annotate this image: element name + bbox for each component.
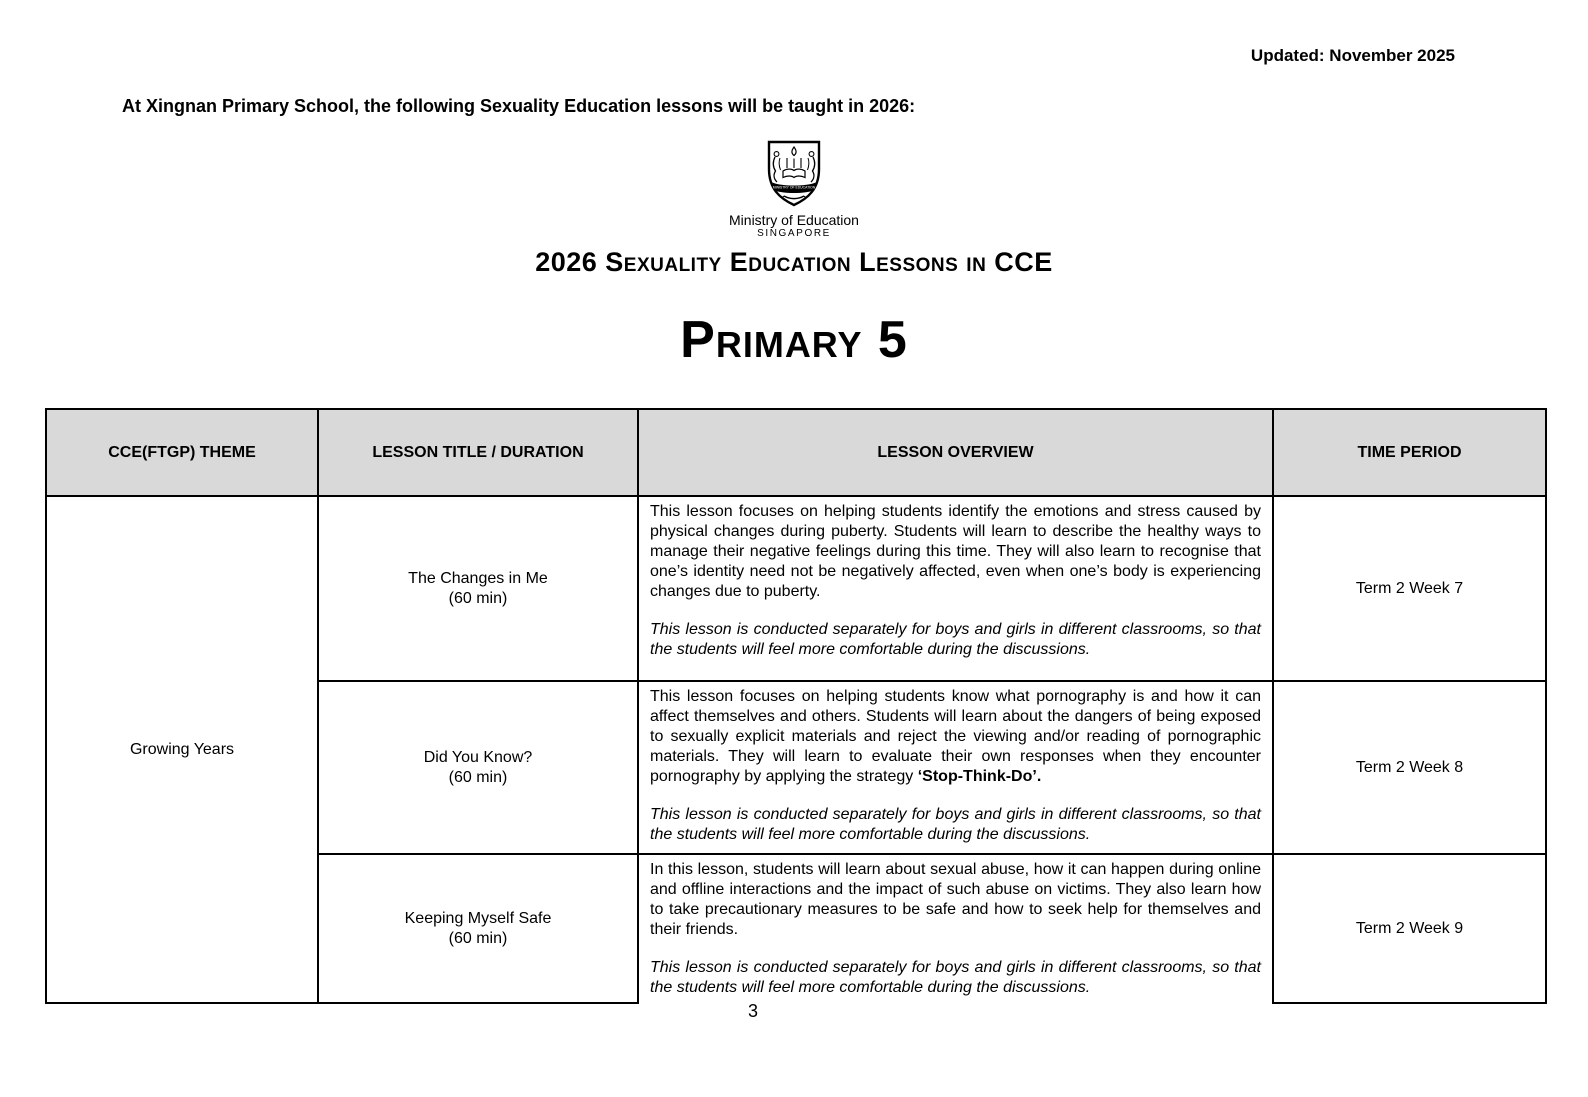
lesson-title-cell xyxy=(318,496,638,681)
page-number: 3 xyxy=(747,1001,758,1021)
overview-text xyxy=(650,860,1261,940)
overview-body: This lesson focuses on helping students identify the emotions and stress caused by physical changes during puberty. Students will learn to describe the healthy ways to manage their negative feelings during this time. They will also learn to recognise that one’s identity need not be negatively affected, even when one’s body is experiencing changes due to puberty. xyxy=(650,503,1261,600)
header-theme: CCE(FTGP) THEME xyxy=(46,409,318,496)
lesson-duration: (60 min) xyxy=(448,768,508,786)
time-period-cell: Term 2 Week 9 xyxy=(1273,854,1546,1003)
moe-crest-icon xyxy=(761,137,827,209)
overview-text xyxy=(650,687,1261,787)
time-period-cell: Term 2 Week 8 xyxy=(1273,681,1546,854)
table-header-row xyxy=(46,409,1546,496)
overview-bold: ‘Stop-Think-Do’. xyxy=(917,768,1042,785)
lesson-duration: (60 min) xyxy=(448,589,508,607)
updated-date: Updated: November 2025 xyxy=(1250,46,1455,65)
lesson-title-cell xyxy=(318,854,638,1003)
table-row xyxy=(46,496,1546,681)
lesson-title-cell xyxy=(318,681,638,854)
header-time-period: TIME PERIOD xyxy=(1273,409,1546,496)
overview-body: In this lesson, students will learn about sexual abuse, how it can happen during online and offline interactions and the impact of such abuse on victims. They also learn how to take precautionary measures to be safe and how to seek help for themselves and their friends. xyxy=(650,861,1261,938)
lesson-duration: (60 min) xyxy=(448,929,508,947)
overview-note: This lesson is conducted separately for boys and girls in different classrooms, so that the students will feel more comfortable during the discussions. xyxy=(650,806,1261,843)
crest-banner-text: MINISTRY OF EDUCATION xyxy=(772,185,816,190)
lesson-title: Did You Know? xyxy=(423,748,533,766)
header-lesson-title: LESSON TITLE / DURATION xyxy=(318,409,638,496)
header-lesson-overview: LESSON OVERVIEW xyxy=(638,409,1273,496)
overview-note: This lesson is conducted separately for boys and girls in different classrooms, so that the students will feel more comfortable during the discussions. xyxy=(650,959,1261,996)
lesson-title: The Changes in Me xyxy=(408,569,548,587)
overview-note: This lesson is conducted separately for boys and girls in different classrooms, so that the students will feel more comfortable during the discussions. xyxy=(650,621,1261,658)
lesson-title: Keeping Myself Safe xyxy=(404,909,552,927)
document-title: 2026 Sexuality Education Lessons in CCE xyxy=(535,247,1053,277)
logo-org-name: Ministry of Education xyxy=(729,212,859,228)
lesson-schedule-table xyxy=(45,408,1547,1004)
lesson-overview-cell xyxy=(638,681,1273,854)
document-subtitle: Primary 5 xyxy=(680,311,908,369)
time-period-cell: Term 2 Week 7 xyxy=(1273,496,1546,681)
overview-text xyxy=(650,502,1261,602)
lesson-overview-cell xyxy=(638,854,1273,1003)
overview-body: This lesson focuses on helping students know what pornography is and how it can affect themselves and others. Students will learn about the dangers of being exposed to sexually explicit materials and reject the viewing and/or reading of pornographic materials. They will learn to evaluate their own responses when they encounter pornography by applying the strategy xyxy=(650,688,1261,785)
lesson-overview-cell xyxy=(638,496,1273,681)
intro-heading: At Xingnan Primary School, the following Sexuality Education lessons will be taught in 2026: xyxy=(122,96,916,116)
theme-cell: Growing Years xyxy=(46,496,318,1003)
moe-logo xyxy=(0,137,1588,240)
logo-country-name: SINGAPORE xyxy=(757,228,831,240)
